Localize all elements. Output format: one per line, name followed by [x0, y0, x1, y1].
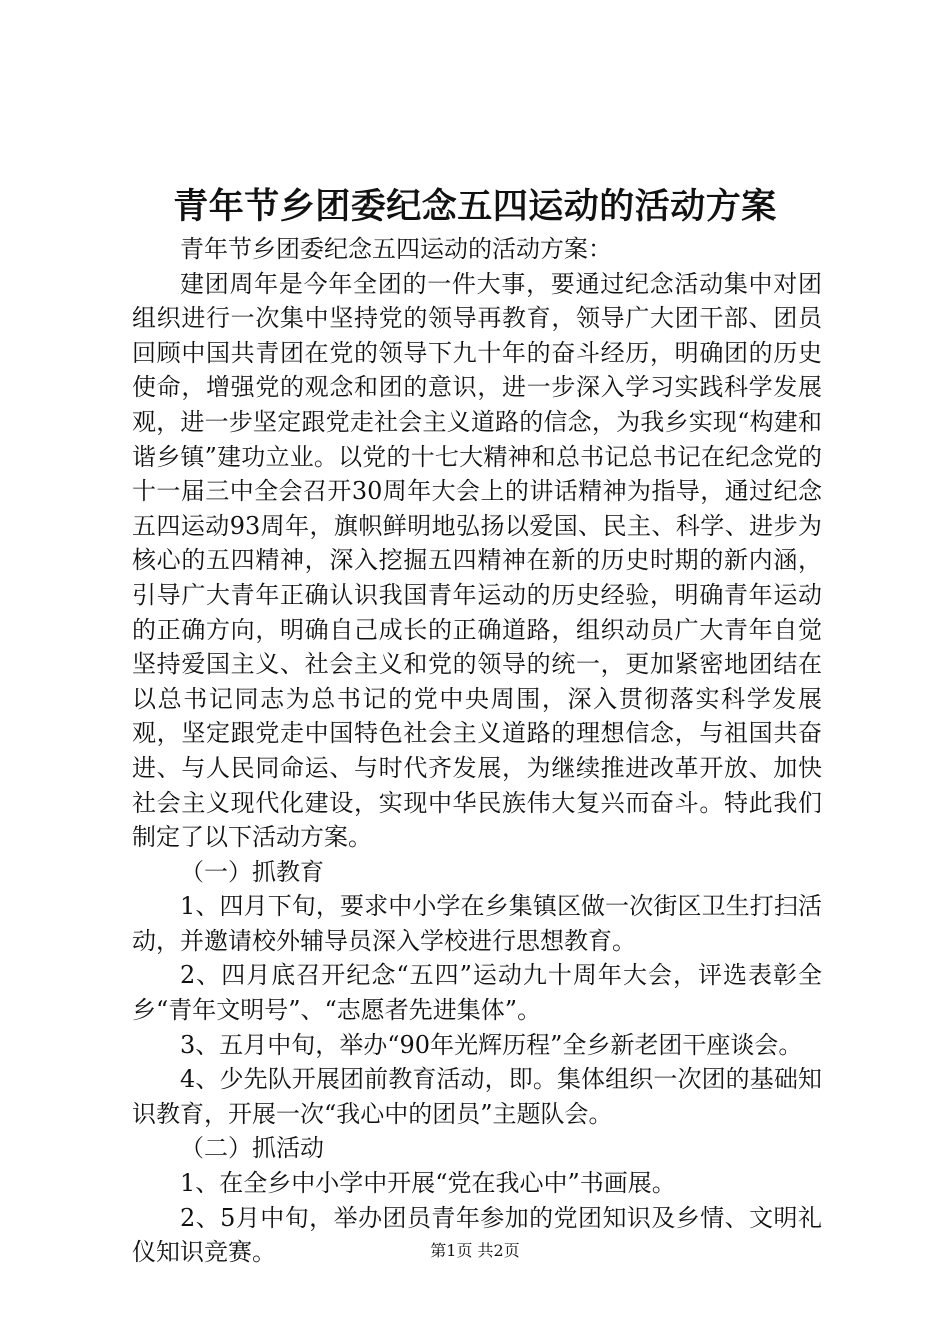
list-item-education-4: 4、少先队开展团前教育活动，即。集体组织一次团的基础知识教育，开展一次“我心中的团员”主题队会。	[132, 1065, 822, 1128]
list-item-activities-1: 1、在全乡中小学中开展“党在我心中”书画展。	[180, 1169, 676, 1198]
list-item-education-2: 2、四月底召开纪念“五四”运动九十周年大会，评选表彰全乡“青年文明号”、“志愿者先进集体”。	[132, 961, 822, 1025]
list-item-education-3: 3、五月中旬，举办“90年光辉历程”全乡新老团干座谈会。	[180, 1030, 803, 1059]
page-number-footer: 第1页 共2页	[430, 1241, 520, 1260]
list-item-activities-2: 2、5月中旬，举办团员青年参加的党团知识及乡情、文明礼仪知识竞赛。	[132, 1203, 822, 1267]
section-heading-education: （一）抓教育	[180, 857, 324, 886]
main-paragraph: 建团周年是今年全团的一件大事，要通过纪念活动集中对团组织进行一次集中坚持党的领导再教育，领导广大团干部、团员回顾中国共青团在党的领导下九十年的奋斗经历，明确团的历史使命，增强党的观念和团的意识，进一步深入学习实践科学发展观，进一步坚定跟党走社会主义道路的信念，为我乡实现“构建和谐乡镇”建功立业。以党的十七大精神和总书记总书记在纪念党的十一届三中全会召开30周年大会上的讲话精神为指导，通过纪念五四运动93周年，旗帜鲜明地弘扬以爱国、民主、科学、进步为核心的五四精神，深入挖掘五四精神在新的历史时期的新内涵，引导广大青年正确认识我国青年运动的历史经验，明确青年运动的正确方向，明确自己成长的正确道路，组织动员广大青年自觉坚持爱国主义、社会主义和党的领导的统一，更加紧密地团结在以总书记同志为总书记的党中央周围，深入贯彻落实科学发展观，坚定跟党走中国特色社会主义道路的理想信念，与祖国共奋进、与人民同命运、与时代齐发展，为继续推进改革开放、加快社会主义现代化建设，实现中华民族伟大复兴而奋斗。特此我们制定了以下活动方案。	[132, 269, 822, 852]
intro-paragraph: 青年节乡团委纪念五四运动的活动方案：	[180, 235, 612, 263]
section-heading-activities: （二）抓活动	[180, 1134, 324, 1163]
document-body	[132, 232, 822, 1270]
list-item-education-1: 1、四月下旬，要求中小学在乡集镇区做一次街区卫生打扫活动，并邀请校外辅导员深入学校进行思想教育。	[132, 892, 822, 955]
document-title: 青年节乡团委纪念五四运动的活动方案	[173, 186, 777, 227]
